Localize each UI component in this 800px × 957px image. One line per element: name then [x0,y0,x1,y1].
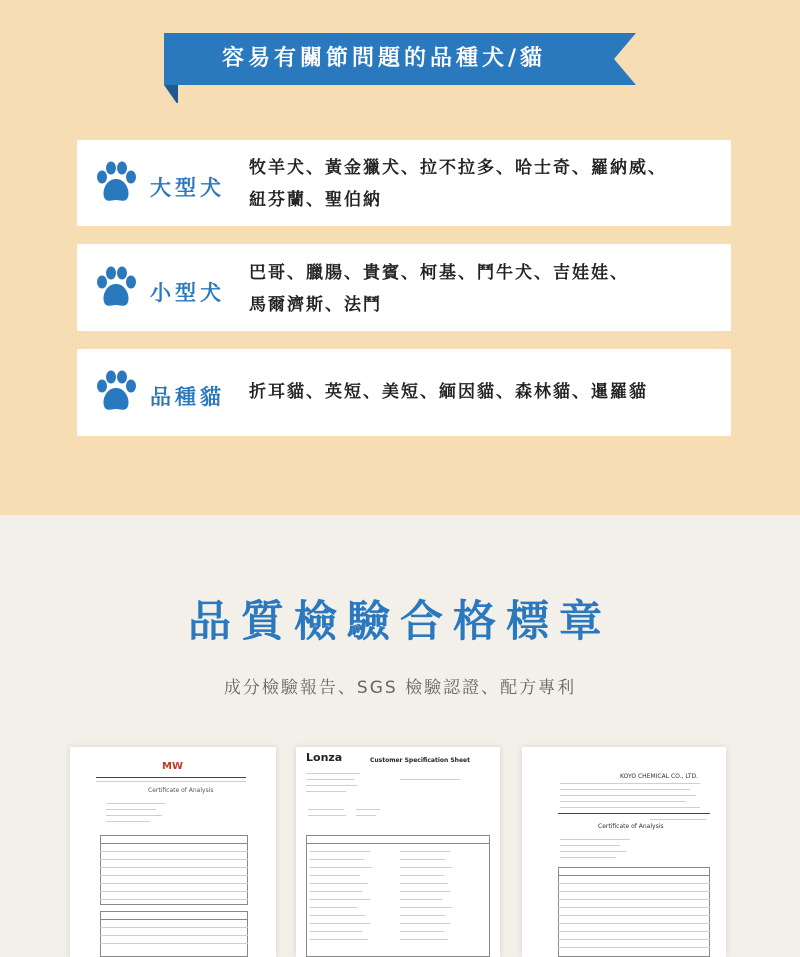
category-label: 小型犬 [150,281,225,305]
breed-list [249,257,629,321]
breed-line: 馬爾濟斯、法鬥 [249,295,382,315]
quality-title: 品質檢驗合格標章 [188,597,612,647]
quality-subtitle: 成分檢驗報告、SGS 檢驗認證、配方專利 [223,678,577,698]
doc-company: KOYO CHEMICAL CO., LTD. [620,773,699,780]
ribbon-title: 容易有關節問題的品種犬/貓 [221,46,547,71]
doc-heading: Customer Specification Sheet [370,757,470,764]
doc-heading: Certificate of Analysis [148,787,214,794]
breed-line: 牧羊犬、黃金獵犬、拉不拉多、哈士奇、羅納威、 [249,158,667,178]
paw-icon [94,370,138,414]
breed-line: 巴哥、臘腸、貴賓、柯基、鬥牛犬、吉娃娃、 [249,263,629,283]
doc-heading: Certificate of Analysis [598,823,664,830]
certificate-document-1 [70,747,276,957]
category-label: 大型犬 [150,176,225,200]
certificate-document-2 [296,747,500,957]
certificate-document-3 [522,747,726,957]
category-label: 品種貓 [150,385,225,409]
paw-icon [94,266,138,310]
section-ribbon [164,33,636,85]
paw-icon [94,161,138,205]
breed-list [249,152,667,216]
breed-list [249,376,648,408]
doc-logo: MW [162,761,183,772]
doc-logo: Lonza [306,751,343,764]
breed-line: 紐芬蘭、聖伯納 [249,190,382,210]
breed-line: 折耳貓、英短、美短、緬因貓、森林貓、暹羅貓 [249,382,648,402]
